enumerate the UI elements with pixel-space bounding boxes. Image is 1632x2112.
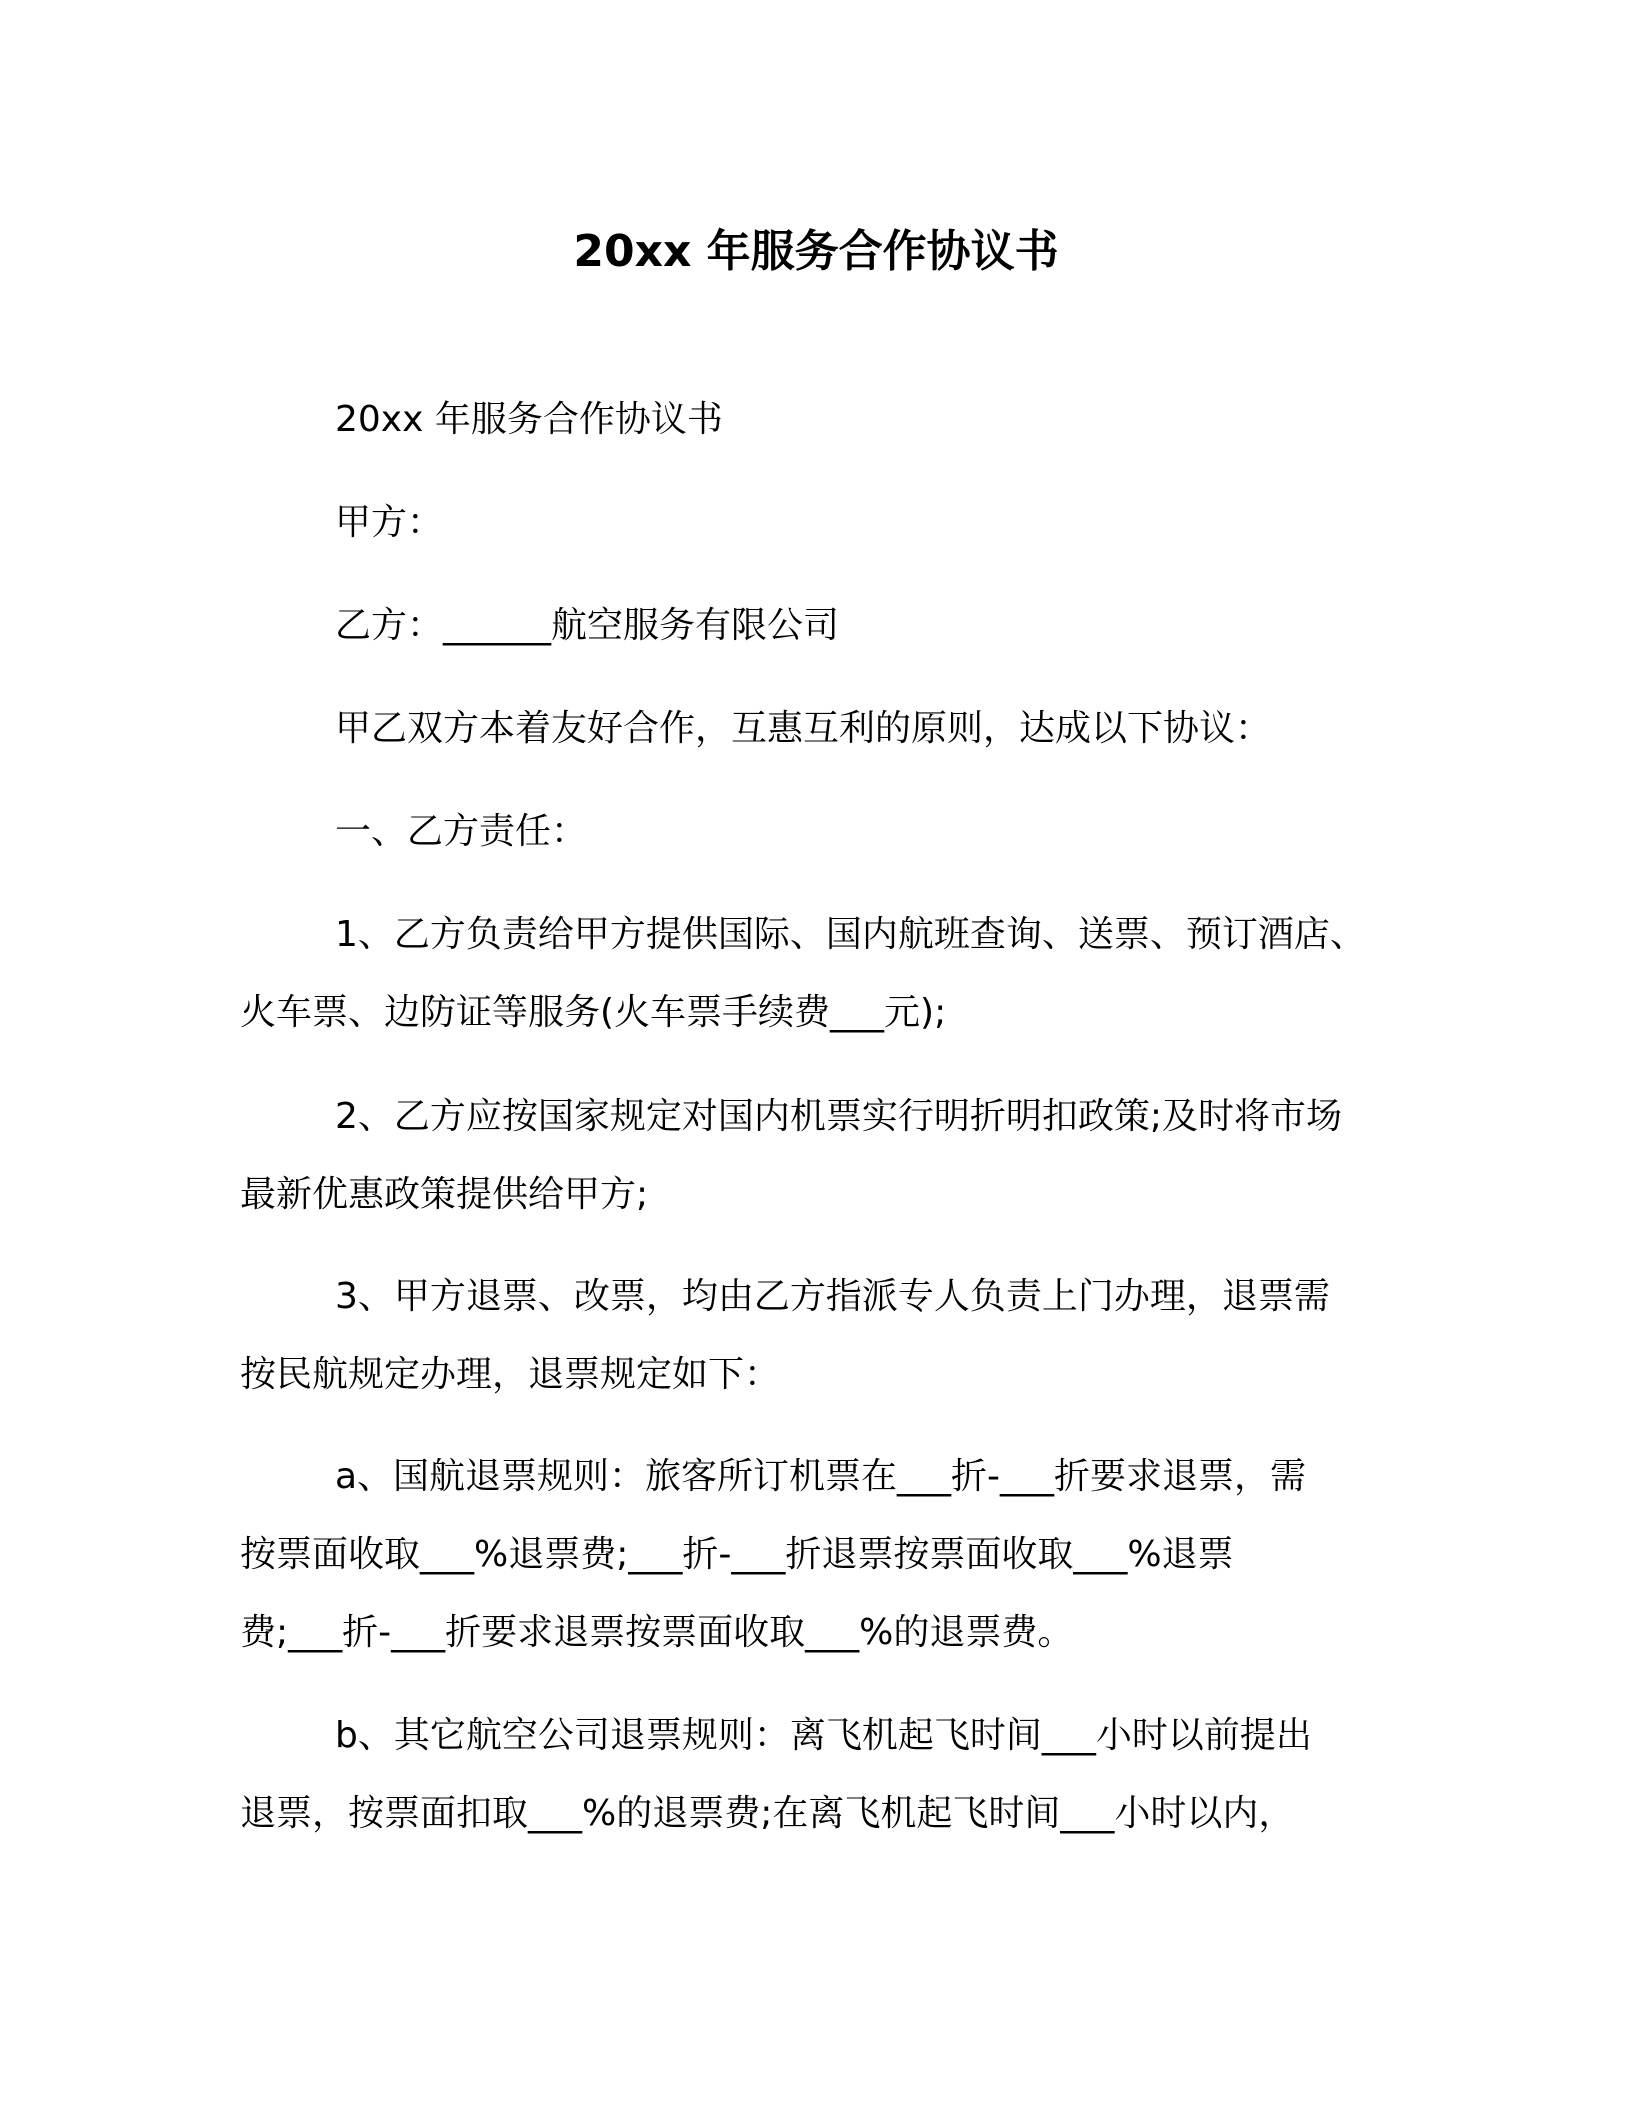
item-b-paragraph [240,1697,1390,1853]
document-title: 20xx 年服务合作协议书 [573,226,1059,277]
item1-line1: 1、乙方负责给甲方提供国际、国内航班查询、送票、预订酒店、 [335,914,1366,955]
subtitle-paragraph: 20xx 年服务合作协议书 [335,399,723,440]
item1-paragraph [240,896,1390,1052]
item-a-line1: a、国航退票规则：旅客所订机票在___折-___折要求退票，需 [335,1456,1307,1497]
item3-paragraph [240,1258,1390,1414]
item2-line2: 最新优惠政策提供给甲方; [240,1174,649,1215]
item-b-line2: 退票，按票面扣取___%的退票费;在离飞机起飞时间___小时以内， [240,1793,1295,1834]
party-a-paragraph: 甲方： [335,502,444,543]
item2-line1: 2、乙方应按国家规定对国内机票实行明折明扣政策;及时将市场 [335,1096,1343,1137]
item3-line2: 按民航规定办理，退票规定如下： [240,1354,781,1395]
item2-paragraph [240,1078,1390,1234]
item1-line2: 火车票、边防证等服务(火车票手续费___元); [240,992,947,1033]
item3-line1: 3、甲方退票、改票，均由乙方指派专人负责上门办理，退票需 [335,1276,1330,1317]
item-a-line2: 按票面收取___%退票费;___折-___折退票按票面收取___%退票 [240,1534,1234,1575]
section1-heading: 一、乙方责任： [335,811,588,852]
item-b-line1: b、其它航空公司退票规则：离飞机起飞时间___小时以前提出 [335,1715,1312,1756]
party-b-paragraph: 乙方：______航空服务有限公司 [335,605,840,646]
intro-paragraph: 甲乙双方本着友好合作，互惠互利的原则，达成以下协议： [335,708,1272,749]
item-a-paragraph [240,1438,1390,1672]
item-a-line3: 费;___折-___折要求退票按票面收取___%的退票费。 [240,1612,1074,1653]
